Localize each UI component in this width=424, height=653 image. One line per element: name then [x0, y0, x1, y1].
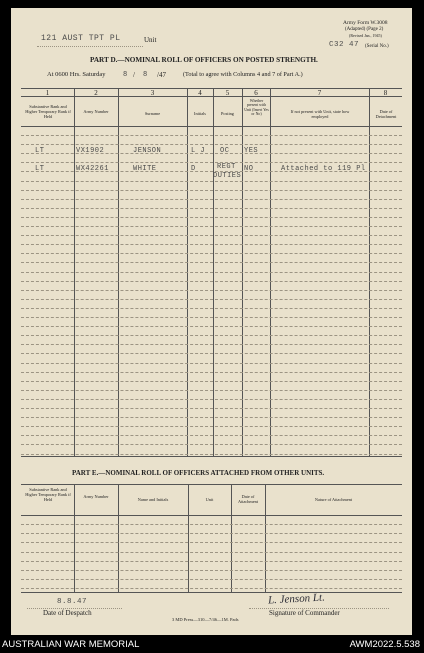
date-slash-1: / — [133, 71, 135, 79]
archive-footer — [0, 635, 424, 653]
part-e-col-divider — [118, 484, 119, 592]
row-rule — [21, 335, 402, 336]
part-d-header-line — [21, 126, 402, 127]
date-year: /47 — [157, 71, 166, 79]
e-header-unit: Unit — [205, 497, 214, 502]
row2-employed: Attached to 119 Pl — [281, 165, 366, 173]
row-rule — [21, 190, 402, 191]
row-rule — [21, 262, 402, 263]
e-header-date: Date of Attachment — [237, 494, 259, 504]
e-header-nature: Nature of Attachment — [314, 497, 353, 502]
e-header-rank: Substantive Rank and Higher Temporary Rank if Held — [25, 487, 71, 502]
signature-label: Signature of Commander — [269, 609, 340, 617]
total-note: (Total to agree with Columns 4 and 7 of Part A.) — [183, 71, 303, 78]
row-rule — [21, 199, 402, 200]
row2-number: WX42261 — [76, 165, 109, 173]
time-text: At 0600 Hrs. Saturday — [47, 71, 106, 78]
row1-present: YES — [244, 147, 259, 155]
row2-posting: REGT — [217, 163, 236, 171]
row-rule — [21, 454, 402, 455]
col-number-2: 2 — [94, 89, 98, 97]
row-rule — [21, 381, 402, 382]
row-rule — [21, 272, 402, 273]
row-rule — [21, 308, 402, 309]
row-rule — [21, 217, 402, 218]
row2-posting-line2: DUTIES — [213, 172, 242, 180]
e-header-army-number: Army Number — [83, 494, 109, 499]
serial-label: (Serial No.) — [365, 44, 389, 49]
e-header-name: Name and Initials — [137, 497, 169, 502]
row-rule — [21, 353, 402, 354]
archive-name: AUSTRALIAN WAR MEMORIAL — [2, 639, 140, 650]
row-rule — [21, 533, 402, 534]
row2-rank: LT — [35, 165, 45, 173]
form-revised: (Revised Jan., 1945) — [349, 33, 382, 38]
part-d-bottom-border — [21, 456, 402, 457]
row-rule — [21, 579, 402, 580]
header-present: Whether present with Unit (Insert Yes or No) — [244, 99, 269, 116]
unit-label: Unit — [144, 36, 157, 44]
row-rule — [21, 208, 402, 209]
row1-surname: JENSON — [133, 147, 162, 155]
row-rule — [21, 542, 402, 543]
despatch-label: Date of Despatch — [43, 609, 92, 617]
row-rule — [21, 162, 402, 163]
row-rule — [21, 299, 402, 300]
row-rule — [21, 524, 402, 525]
header-rank: Substantive Rank and Higher Temporary Rank if Held — [25, 104, 71, 119]
form-number: Army Form W.3008 — [343, 20, 388, 26]
printer-imprint: 3 MD Press—310—7/46—1M. Pads — [172, 617, 239, 622]
date-day: 8 — [123, 71, 128, 79]
header-army-number: Army Number — [83, 109, 109, 114]
row1-posting: OC — [220, 147, 230, 155]
despatch-date-value: 8.8.47 — [57, 598, 88, 606]
part-e-top-border — [21, 484, 402, 485]
part-e-bottom-border — [21, 592, 402, 593]
row2-surname: WHITE — [133, 165, 157, 173]
row-rule — [21, 290, 402, 291]
part-e-col-divider — [74, 484, 75, 592]
row-rule — [21, 317, 402, 318]
header-surname: Surname — [144, 111, 161, 116]
row-rule — [21, 561, 402, 562]
form-sheet — [11, 8, 412, 635]
row-rule — [21, 435, 402, 436]
row-rule — [21, 363, 402, 364]
part-e-header-line — [21, 515, 402, 516]
row-rule — [21, 253, 402, 254]
row-rule — [21, 135, 402, 136]
unit-value: 121 AUST TPT PL — [41, 34, 121, 43]
row-rule — [21, 281, 402, 282]
row-rule — [21, 226, 402, 227]
row-rule — [21, 444, 402, 445]
row-rule — [21, 344, 402, 345]
row-rule — [21, 408, 402, 409]
row1-number: VX1902 — [76, 147, 105, 155]
col-number-1: 1 — [45, 89, 50, 97]
date-month: 8 — [143, 71, 148, 79]
col-number-8: 8 — [383, 89, 388, 97]
row-rule — [21, 390, 402, 391]
row1-rank: LT — [35, 147, 45, 155]
row-rule — [21, 426, 402, 427]
serial-value: C32 47 — [329, 41, 360, 49]
commander-signature: L. Jenson Lt. — [267, 591, 326, 607]
part-e-col-divider — [265, 484, 266, 592]
row2-initials: D — [191, 165, 196, 173]
header-employed: If not present with Unit, state how employed — [290, 109, 350, 119]
archive-reference: AWM2022.5.538 — [349, 639, 420, 650]
col-number-3: 3 — [150, 89, 155, 97]
row-rule — [21, 372, 402, 373]
row-rule — [21, 235, 402, 236]
row-rule — [21, 399, 402, 400]
row-rule — [21, 326, 402, 327]
row-rule — [21, 588, 402, 589]
row1-initials: L J — [191, 147, 206, 155]
row2-present: NO — [244, 165, 254, 173]
part-e-title: PART E.—NOMINAL ROLL OF OFFICERS ATTACHED FROM OTHER UNITS. — [72, 469, 325, 477]
row-rule — [21, 244, 402, 245]
part-d-title: PART D.—NOMINAL ROLL OF OFFICERS ON POSTED STRENGTH. — [90, 56, 318, 64]
row-rule — [21, 181, 402, 182]
col-number-4: 4 — [198, 89, 202, 97]
unit-underline — [37, 46, 143, 47]
row-rule — [21, 552, 402, 553]
row-rule — [21, 144, 402, 145]
col-number-6: 6 — [254, 89, 258, 97]
part-e-col-divider — [231, 484, 232, 592]
col-number-7: 7 — [317, 89, 322, 97]
row-rule — [21, 417, 402, 418]
header-detachment: Date of Detachment — [375, 109, 397, 119]
header-posting: Posting — [221, 111, 234, 116]
col-number-5: 5 — [225, 89, 230, 97]
header-initials: Initials — [194, 111, 206, 116]
form-adapted: (Adapted) (Page 2) — [345, 27, 384, 32]
row-rule — [21, 570, 402, 571]
